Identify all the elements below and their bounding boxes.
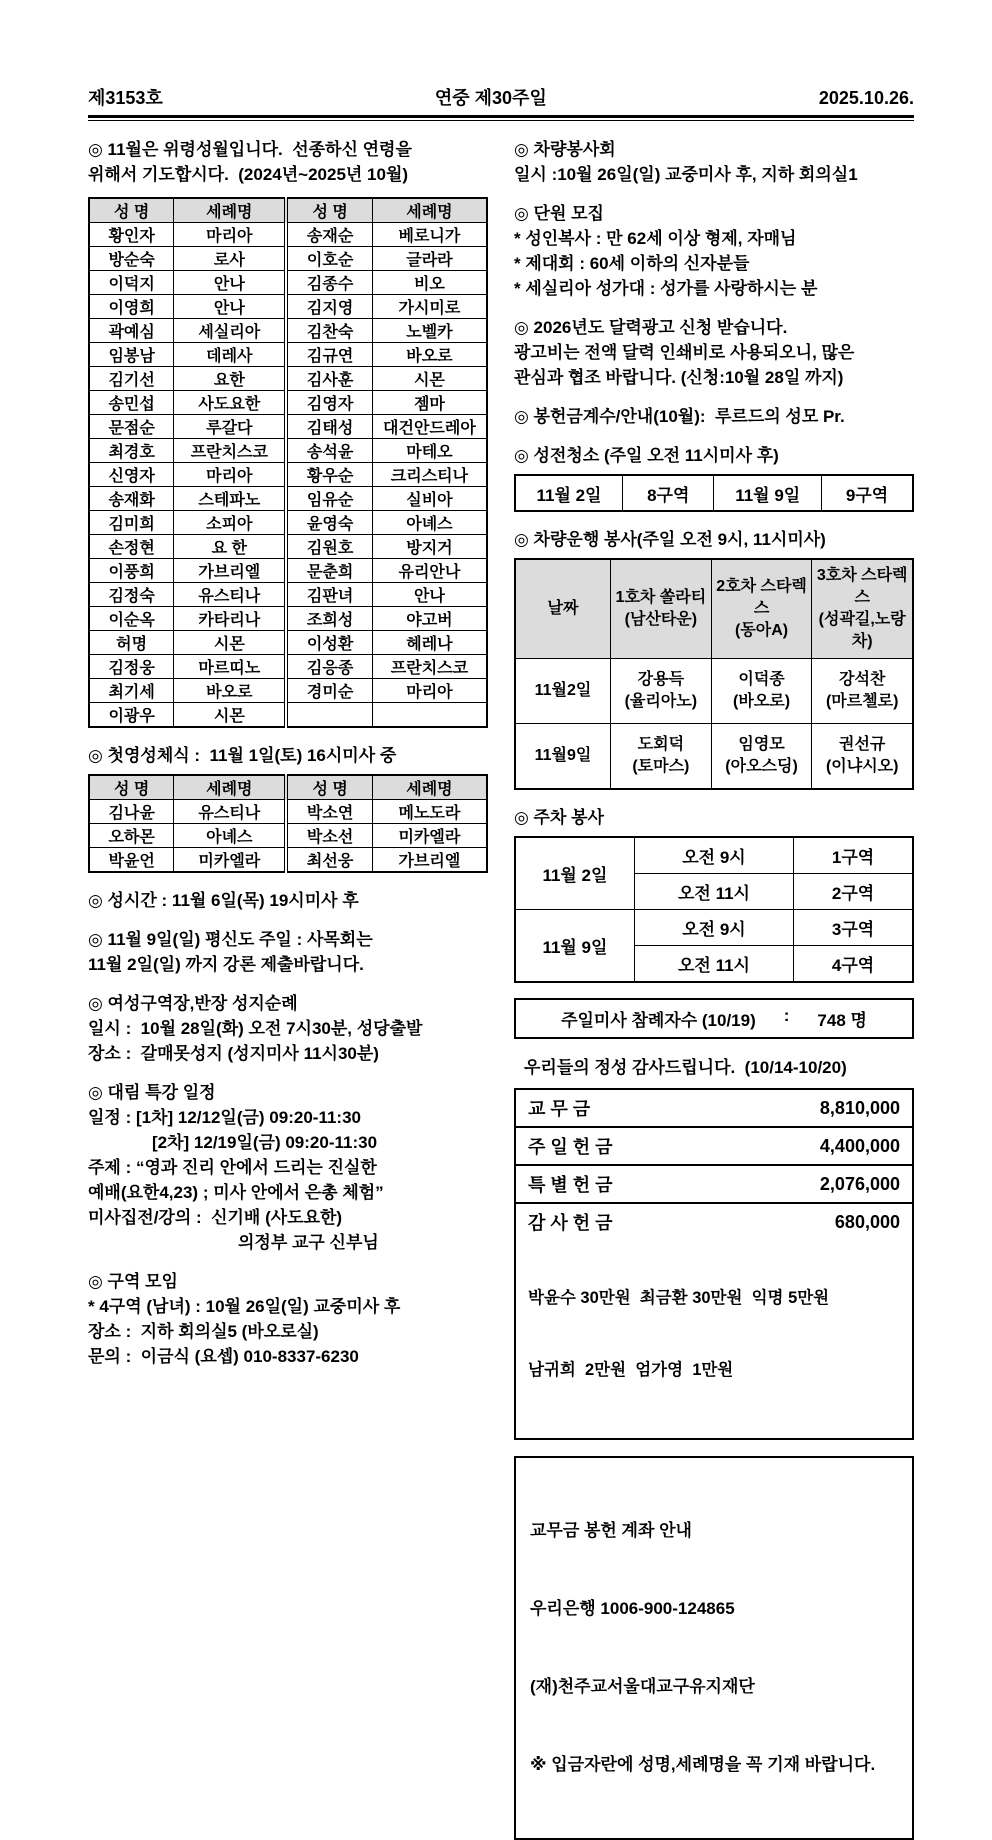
- table-cell: 김찬숙: [286, 319, 372, 343]
- table-cell: 김정웅: [89, 655, 174, 679]
- text-line: 문의 : 이금식 (요셉) 010-8337-6230: [88, 1347, 359, 1366]
- table-cell: 오하몬: [89, 824, 174, 848]
- table-row: [89, 607, 487, 631]
- table-cell: 11월 9일: [714, 475, 821, 511]
- table-cell: 이덕종 (바오로): [711, 659, 812, 724]
- text-line: ◎ 봉헌금계수/안내(10월): 루르드의 성모 Pr.: [514, 407, 845, 426]
- table-cell: 가브리엘: [372, 848, 487, 873]
- table-cell: 노벨카: [372, 319, 487, 343]
- table-cell: 문점순: [89, 415, 174, 439]
- offering-amount: 680,000: [834, 1211, 900, 1232]
- text-line: 의정부 교구 신부님: [238, 1233, 379, 1252]
- table-header-row: [515, 559, 913, 659]
- table-row: [515, 837, 913, 874]
- page-header: [88, 84, 914, 110]
- section-heading: ◎ 단원 모집: [514, 204, 604, 223]
- table-cell: 김지영: [286, 295, 372, 319]
- table-cell: 최기세: [89, 679, 174, 703]
- text-line: 11월 2일(일) 까지 강론 제출바랍니다.: [88, 955, 364, 974]
- text-line: 일정 : [1차] 12/12일(금) 09:20-11:30: [88, 1108, 361, 1127]
- table-cell-zone: 3구역: [794, 910, 913, 946]
- table-cell: 미카엘라: [174, 848, 287, 873]
- table-cell: 김미희: [89, 511, 174, 535]
- table-cell: 시몬: [174, 631, 287, 655]
- offering-label: 교 무 금: [528, 1099, 591, 1119]
- right-column: [514, 137, 914, 1840]
- table-cell-time: 오전 11시: [634, 946, 793, 983]
- table-cell: 11월2일: [515, 659, 611, 724]
- table-cell: 최경호: [89, 439, 174, 463]
- table-row: [89, 439, 487, 463]
- table-cell: 요한: [174, 367, 287, 391]
- col-header-bus3: 3호차 스타렉스 (성곽길,노랑차): [812, 559, 913, 659]
- table-row: [89, 319, 487, 343]
- attendance-value: 748 명: [817, 1011, 867, 1030]
- issue-date: 2025.10.26.: [818, 88, 914, 108]
- table-row: [89, 631, 487, 655]
- table-cell: 시몬: [174, 703, 287, 728]
- table-cell: 카타리나: [174, 607, 287, 631]
- text-line: 미사집전/강의 : 신기배 (사도요한): [88, 1208, 343, 1227]
- table-cell: 이성환: [286, 631, 372, 655]
- account-line: (재)천주교서울대교구유지재단: [530, 1677, 755, 1696]
- table-row: [89, 271, 487, 295]
- memorial-names-table: [88, 197, 488, 728]
- table-row: [89, 583, 487, 607]
- table-cell: 대건안드레아: [372, 415, 487, 439]
- offering-label: 특 별 헌 금: [528, 1175, 613, 1195]
- account-box: [514, 1456, 914, 1840]
- table-cell: 권선규 (이냐시오): [812, 724, 913, 790]
- text-line: 일시 : 10월 28일(화) 오전 7시30분, 성당출발: [88, 1019, 423, 1038]
- section-parking: [514, 805, 914, 983]
- table-cell: 비오: [372, 271, 487, 295]
- account-line: 우리은행 1006-900-124865: [530, 1599, 735, 1618]
- col-header-name: 성 명: [89, 198, 174, 223]
- text-line: [2차] 12/19일(금) 09:20-11:30: [152, 1133, 378, 1152]
- section-heading: ◎ 2026년도 달력광고 신청 받습니다.: [514, 318, 788, 337]
- table-cell: 프란치스코: [174, 439, 287, 463]
- table-cell: 송민섭: [89, 391, 174, 415]
- table-cell: 박소연: [286, 800, 372, 824]
- offering-row: [514, 1166, 914, 1204]
- text-line: 주제 : “영과 진리 안에서 드리는 진실한: [88, 1158, 377, 1177]
- table-row: [89, 343, 487, 367]
- offering-row: [514, 1088, 914, 1128]
- table-cell: 이풍희: [89, 559, 174, 583]
- table-cell: 베로니가: [372, 223, 487, 247]
- section-heading: ◎ 구역 모임: [88, 1272, 178, 1291]
- offering-amount: 2,076,000: [819, 1173, 900, 1194]
- table-cell: 마리아: [372, 679, 487, 703]
- attendance-colon: :: [783, 1006, 790, 1025]
- table-cell: 황우순: [286, 463, 372, 487]
- table-cell: 송재순: [286, 223, 372, 247]
- offering-note: 박윤수 30만원 최금환 30만원 익명 5만원: [528, 1289, 830, 1307]
- table-cell: 사도요한: [174, 391, 287, 415]
- section-advent-lecture: [88, 1080, 488, 1255]
- table-cell: 강용득 (율리아노): [611, 659, 712, 724]
- table-cell: 이영희: [89, 295, 174, 319]
- table-row: [89, 679, 487, 703]
- section-shuttle: [514, 527, 914, 790]
- table-cell: 박소선: [286, 824, 372, 848]
- section-heading: ◎ 차량봉사회: [514, 140, 616, 159]
- table-cell: 최선웅: [286, 848, 372, 873]
- table-header-row: [89, 198, 487, 223]
- table-cell: 방순숙: [89, 247, 174, 271]
- table-cell: [286, 703, 372, 728]
- offering-label: 주 일 헌 금: [528, 1137, 613, 1157]
- section-first-communion: [88, 743, 488, 873]
- text-line: * 4구역 (남녀) : 10월 26일(일) 교중미사 후: [88, 1297, 401, 1316]
- table-cell: 박윤언: [89, 848, 174, 873]
- col-header-baptismal: 세례명: [174, 775, 287, 800]
- shuttle-table: [514, 558, 914, 790]
- section-vehicle-service: [514, 137, 914, 187]
- table-cell: 이덕지: [89, 271, 174, 295]
- table-row: [89, 223, 487, 247]
- table-cell: 안나: [372, 583, 487, 607]
- table-cell: 임영모 (아오스딩): [711, 724, 812, 790]
- table-row: [89, 511, 487, 535]
- offering-row-thanks: [514, 1204, 914, 1440]
- table-row: [89, 703, 487, 728]
- table-cell-time: 오전 11시: [634, 874, 793, 910]
- col-header-bus2: 2호차 스타렉스 (동아A): [711, 559, 812, 659]
- table-cell: 김태성: [286, 415, 372, 439]
- section-heading: ◎ 첫영성체식 : 11월 1일(토) 16시미사 중: [88, 746, 397, 765]
- table-row: [89, 800, 487, 824]
- table-cell: 경미순: [286, 679, 372, 703]
- text-line: 예배(요한4,23) ; 미사 안에서 은총 체험”: [88, 1183, 384, 1202]
- table-row: [515, 659, 913, 724]
- table-cell: 김나윤: [89, 800, 174, 824]
- table-cell: 9구역: [821, 475, 913, 511]
- section-heading: ◎ 주차 봉사: [514, 808, 604, 827]
- table-cell: 임봉남: [89, 343, 174, 367]
- offering-amount: 8,810,000: [819, 1097, 900, 1118]
- table-cell: 프란치스코: [372, 655, 487, 679]
- issue-number: 제3153호: [88, 88, 163, 108]
- table-cell: 마르띠노: [174, 655, 287, 679]
- text-line: 위해서 기도합시다. (2024년~2025년 10월): [88, 165, 409, 184]
- table-cell: 곽예심: [89, 319, 174, 343]
- section-holy-hour: [88, 888, 488, 913]
- table-cell-date: 11월 9일: [515, 910, 634, 983]
- table-cell: 스테파노: [174, 487, 287, 511]
- header-rule: [88, 115, 914, 121]
- col-header-baptismal: 세례명: [372, 775, 487, 800]
- table-cell: 김응종: [286, 655, 372, 679]
- section-heading: ◎ 차량운행 봉사(주일 오전 9시, 11시미사): [514, 530, 826, 549]
- table-cell: 아녜스: [174, 824, 287, 848]
- table-row: [89, 415, 487, 439]
- table-cell: 글라라: [372, 247, 487, 271]
- table-cell: 이순옥: [89, 607, 174, 631]
- table-cell: 안나: [174, 295, 287, 319]
- section-memorial-month: [88, 137, 488, 187]
- offering-note: 남귀희 2만원 엄가영 1만원: [528, 1361, 734, 1379]
- account-line: 교무금 봉헌 계좌 안내: [530, 1521, 692, 1540]
- table-cell: 조희성: [286, 607, 372, 631]
- table-cell: 김사훈: [286, 367, 372, 391]
- table-cell: 야고버: [372, 607, 487, 631]
- offering-label: 감 사 헌 금: [528, 1213, 613, 1233]
- table-cell: 윤영숙: [286, 511, 372, 535]
- table-row: [89, 824, 487, 848]
- col-header-name: 성 명: [286, 198, 372, 223]
- account-line: ※ 입금자란에 성명,세례명을 꼭 기재 바랍니다.: [530, 1755, 876, 1774]
- section-calendar-ad: [514, 315, 914, 390]
- table-cell: 유스티나: [174, 800, 287, 824]
- col-header-baptismal: 세례명: [372, 198, 487, 223]
- table-cell: 유리안나: [372, 559, 487, 583]
- table-cell-zone: 2구역: [794, 874, 913, 910]
- col-header-date: 날짜: [515, 559, 611, 659]
- text-line: 관심과 협조 바랍니다. (신청:10월 28일 까지): [514, 368, 844, 387]
- table-cell: 시몬: [372, 367, 487, 391]
- page-title: 연중 제30주일: [434, 88, 547, 108]
- content-columns: [88, 137, 914, 1840]
- table-cell: 이광우: [89, 703, 174, 728]
- table-cell: 송석윤: [286, 439, 372, 463]
- col-header-name: 성 명: [286, 775, 372, 800]
- table-cell: [372, 703, 487, 728]
- left-column: [88, 137, 488, 1840]
- table-cell: 김원호: [286, 535, 372, 559]
- text-line: * 성인복사 : 만 62세 이상 형제, 자매님: [514, 229, 797, 248]
- table-cell: 데레사: [174, 343, 287, 367]
- table-cell: 김정숙: [89, 583, 174, 607]
- table-cell: 소피아: [174, 511, 287, 535]
- col-header-name: 성 명: [89, 775, 174, 800]
- table-cell: 가시미로: [372, 295, 487, 319]
- text-line: ◎ 11월은 위령성월입니다. 선종하신 연령을: [88, 140, 412, 159]
- table-cell-zone: 4구역: [794, 946, 913, 983]
- table-row: [515, 475, 913, 511]
- table-cell: 김기선: [89, 367, 174, 391]
- table-row: [89, 463, 487, 487]
- table-cell: 세실리아: [174, 319, 287, 343]
- section-laity-sunday: [88, 927, 488, 977]
- table-row: [89, 247, 487, 271]
- table-cell: 손정현: [89, 535, 174, 559]
- table-cell: 황인자: [89, 223, 174, 247]
- first-communion-table: [88, 774, 488, 873]
- table-cell: 루갈다: [174, 415, 287, 439]
- table-cell: 허명: [89, 631, 174, 655]
- table-cell: 가브리엘: [174, 559, 287, 583]
- text-line: 장소 : 지하 회의실5 (바오로실): [88, 1322, 319, 1341]
- text-line: * 세실리아 성가대 : 성가를 사랑하시는 분: [514, 279, 818, 298]
- text-line: ◎ 성시간 : 11월 6일(목) 19시미사 후: [88, 891, 359, 910]
- table-cell: 김영자: [286, 391, 372, 415]
- table-cell: 임유순: [286, 487, 372, 511]
- table-row: [89, 655, 487, 679]
- table-cell: 안나: [174, 271, 287, 295]
- table-cell: 크리스티나: [372, 463, 487, 487]
- table-cell: 마리아: [174, 463, 287, 487]
- table-cell: 8구역: [622, 475, 714, 511]
- section-pilgrimage: [88, 991, 488, 1066]
- table-cell: 김종수: [286, 271, 372, 295]
- section-offering-counting: [514, 404, 914, 429]
- table-cell: 마테오: [372, 439, 487, 463]
- table-cell-date: 11월 2일: [515, 837, 634, 910]
- table-row: [515, 910, 913, 946]
- attendance-box: [514, 998, 914, 1039]
- text-line: 광고비는 전액 달력 인쇄비로 사용되오니, 많은: [514, 343, 855, 362]
- table-cell: 유스티나: [174, 583, 287, 607]
- offering-row: [514, 1128, 914, 1166]
- table-cell: 젬마: [372, 391, 487, 415]
- cleaning-table: [514, 474, 914, 512]
- table-cell: 바오로: [174, 679, 287, 703]
- table-row: [89, 367, 487, 391]
- table-row: [89, 848, 487, 873]
- table-cell: 11월9일: [515, 724, 611, 790]
- table-cell: 강석찬 (마르첼로): [812, 659, 913, 724]
- table-row: [515, 724, 913, 790]
- parking-table: [514, 836, 914, 983]
- table-cell: 방지거: [372, 535, 487, 559]
- table-row: [89, 559, 487, 583]
- table-cell: 도회덕 (토마스): [611, 724, 712, 790]
- section-district-meeting: [88, 1269, 488, 1369]
- text-line: ◎ 11월 9일(일) 평신도 주일 : 사목회는: [88, 930, 373, 949]
- table-cell: 신영자: [89, 463, 174, 487]
- table-cell: 헤레나: [372, 631, 487, 655]
- table-cell: 김판녀: [286, 583, 372, 607]
- text-line: * 제대회 : 60세 이하의 신자분들: [514, 254, 750, 273]
- table-cell: 미카엘라: [372, 824, 487, 848]
- table-cell-time: 오전 9시: [634, 837, 793, 874]
- thanks-heading: 우리들의 정성 감사드립니다. (10/14-10/20): [524, 1058, 847, 1077]
- table-cell-zone: 1구역: [794, 837, 913, 874]
- section-heading: ◎ 여성구역장,반장 성지순례: [88, 994, 298, 1013]
- table-cell: 마리아: [174, 223, 287, 247]
- text-line: 장소 : 갈매못성지 (성지미사 11시30분): [88, 1044, 379, 1063]
- section-heading: ◎ 대림 특강 일정: [88, 1083, 216, 1102]
- col-header-bus1: 1호차 쏠라티 (남산타운): [611, 559, 712, 659]
- section-recruit: [514, 201, 914, 301]
- table-cell: 아녜스: [372, 511, 487, 535]
- table-cell: 11월 2일: [515, 475, 622, 511]
- table-cell: 김규연: [286, 343, 372, 367]
- table-cell: 메노도라: [372, 800, 487, 824]
- text-line: 일시 :10월 26일(일) 교중미사 후, 지하 회의실1: [514, 165, 858, 184]
- table-cell: 송재화: [89, 487, 174, 511]
- table-cell: 이호순: [286, 247, 372, 271]
- table-row: [89, 391, 487, 415]
- col-header-baptismal: 세례명: [174, 198, 287, 223]
- offerings-table: [514, 1088, 914, 1440]
- table-cell: 문춘희: [286, 559, 372, 583]
- table-header-row: [89, 775, 487, 800]
- table-row: [89, 487, 487, 511]
- offering-amount: 4,400,000: [819, 1135, 900, 1156]
- table-row: [89, 535, 487, 559]
- table-cell: 바오로: [372, 343, 487, 367]
- section-heading: ◎ 성전청소 (주일 오전 11시미사 후): [514, 446, 779, 465]
- attendance-label: 주일미사 참례자수 (10/19): [561, 1011, 756, 1030]
- table-row: [89, 295, 487, 319]
- table-cell: 요 한: [174, 535, 287, 559]
- table-cell-time: 오전 9시: [634, 910, 793, 946]
- table-cell: 실비아: [372, 487, 487, 511]
- table-cell: 로사: [174, 247, 287, 271]
- section-cleaning: [514, 443, 914, 512]
